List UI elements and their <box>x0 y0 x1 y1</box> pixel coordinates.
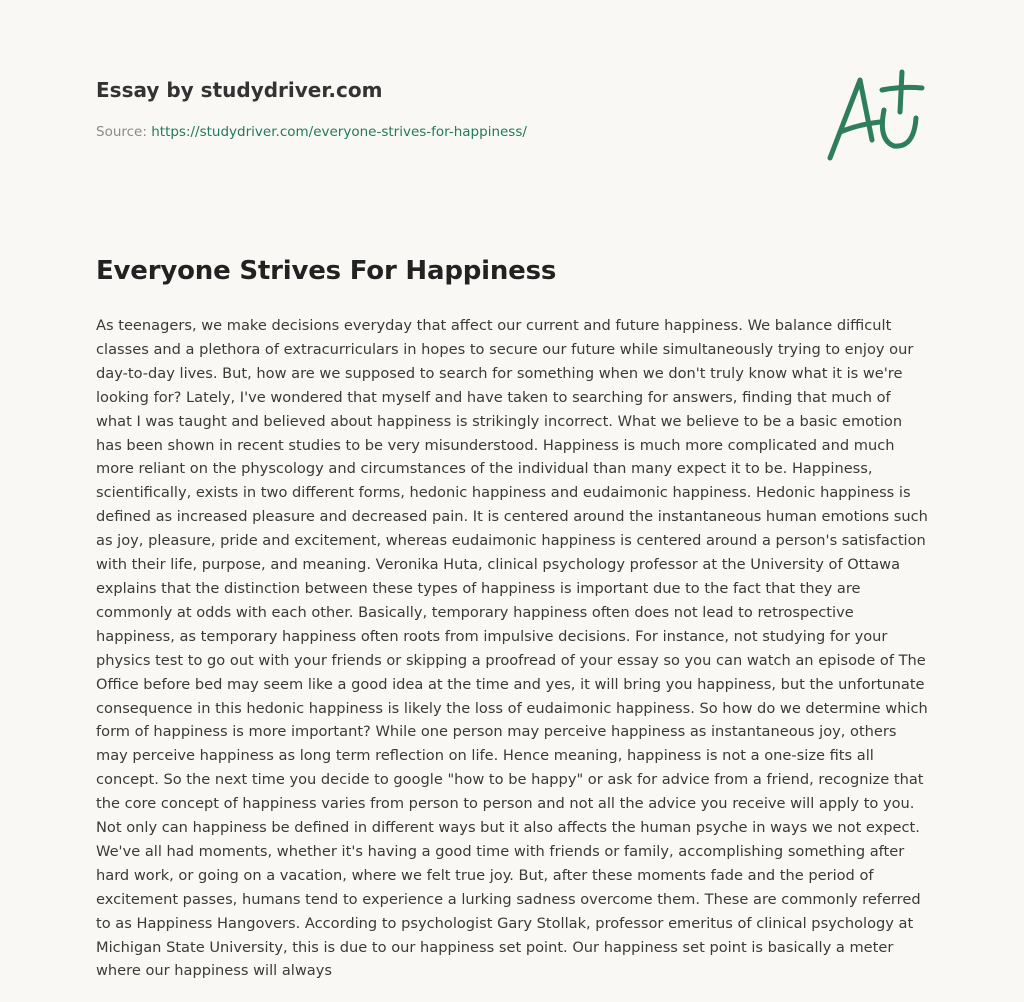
source-line <box>96 124 796 140</box>
site-brand: Essay by studydriver.com <box>96 78 383 102</box>
source-link[interactable]: https://studydriver.com/everyone-strives-for-happiness/ <box>151 124 527 140</box>
a-plus-logo-icon <box>820 66 928 166</box>
essay-header <box>96 76 796 140</box>
article-title: Everyone Strives For Happiness <box>96 256 557 286</box>
a-plus-logo-graphic <box>820 66 928 166</box>
article-body: As teenagers, we make decisions everyday that affect our current and future happiness. We balance difficult classes and a plethora of extracurriculars in hopes to secure our future while simultaneously trying to enjoy our day-to-day lives. But, how are we supposed to search for something when we don't truly know what it is we're looking for? Lately, I've wondered that myself and have taken to searching for answers, finding that much of what I was taught and believed about happiness is strikingly incorrect. What we believe to be a basic emotion has been shown in recent studies to be very misunderstood. Happiness is much more complicated and much more reliant on the physcology and circumstances of the individual than many expect it to be. Happiness, scientifically, exists in two different forms, hedonic happiness and eudaimonic happiness. Hedonic happiness is defined as increased pleasure and decreased pain. It is centered around the instantaneous human emotions such as joy, pleasure, pride and excitement, whereas eudaimonic happiness is centered around a person's satisfaction with their life, purpose, and meaning. Veronika Huta, clinical psychology professor at the University of Ottawa explains that the distinction between these types of happiness is important due to the fact that they are commonly at odds with each other. Basically, temporary happiness often does not lead to retrospective happiness, as temporary happiness often roots from impulsive decisions. For instance, not studying for your physics test to go out with your friends or skipping a proofread of your essay so you can watch an episode of The Office before bed may seem like a good idea at the time and yes, it will bring you happiness, but the unfortunate consequence in this hedonic happiness is likely the loss of eudaimonic happiness. So how do we determine which form of happiness is more important? While one person may perceive happiness as instantaneous joy, others may perceive happiness as long term reflection on life. Hence meaning, happiness is not a one-size fits all concept. So the next time you decide to google "how to be happy" or ask for advice from a friend, recognize that the core concept of happiness varies from person to person and not all the advice you receive will apply to you. Not only can happiness be defined in different ways but it also affects the human psyche in ways we not expect. We've all had moments, whether it's having a good time with friends or family, accomplishing something after hard work, or going on a vacation, where we felt true joy. But, after these moments fade and the period of excitement passes, humans tend to experience a lurking sadness overcome them. These are commonly referred to as Happiness Hangovers. According to psychologist Gary Stollak, professor emeritus of clinical psychology at Michigan State University, this is due to our happiness set point. Our happiness set point is basically a meter where our happiness will always <box>96 317 928 980</box>
source-label: Source: <box>96 124 147 140</box>
